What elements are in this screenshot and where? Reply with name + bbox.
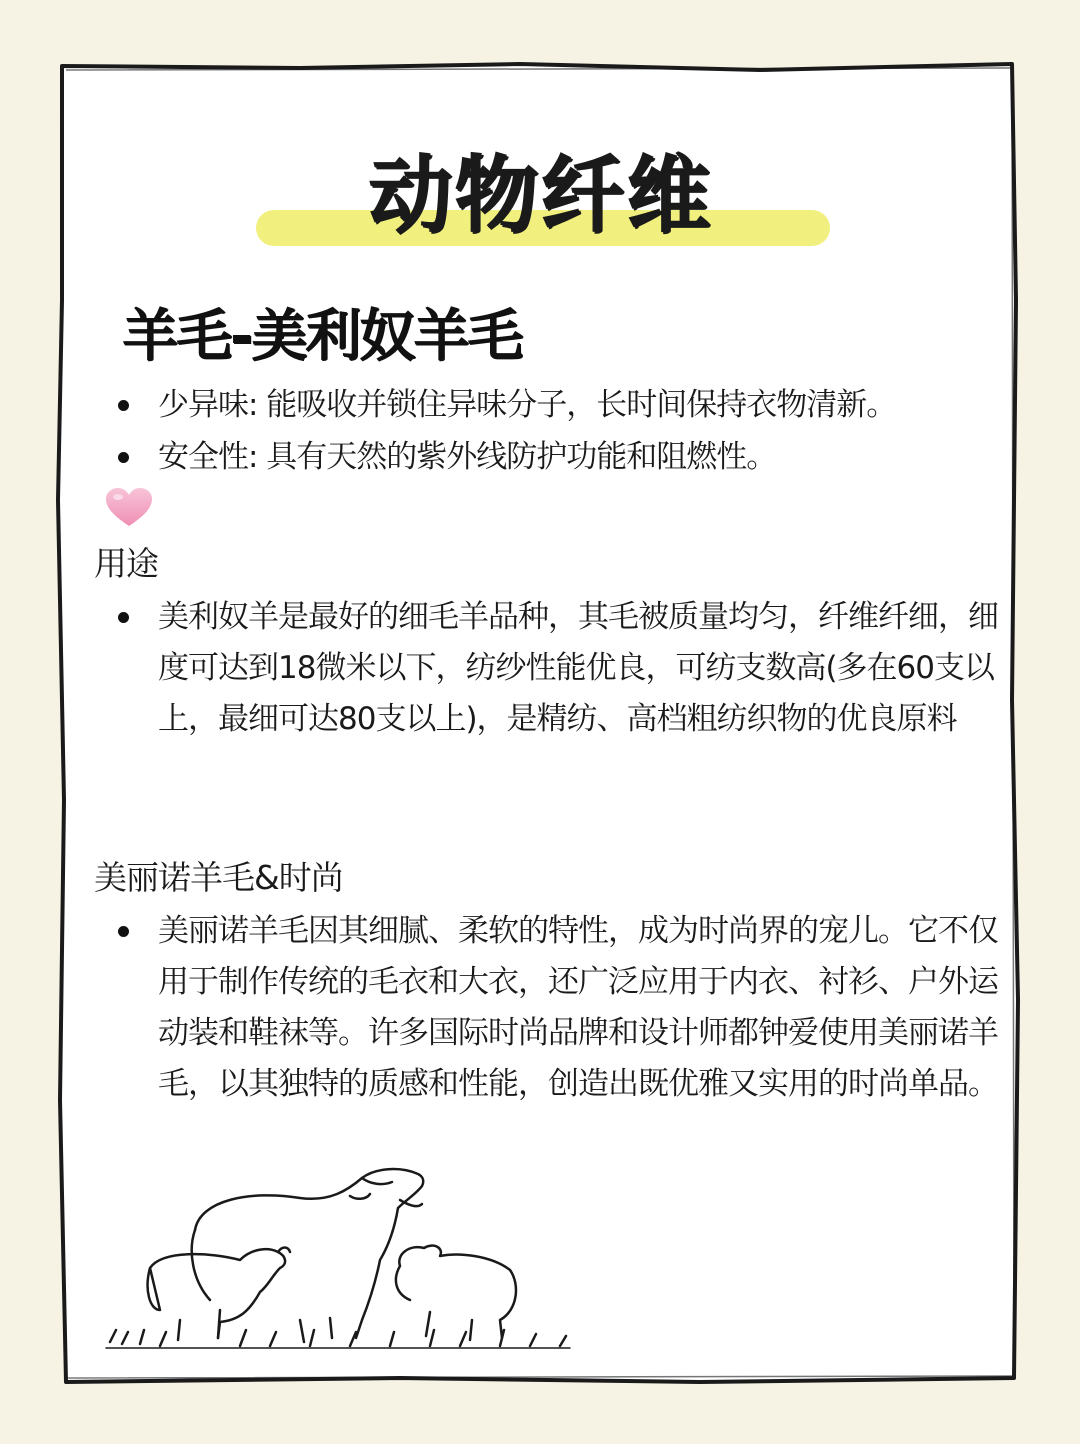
heart-icon xyxy=(104,486,154,530)
sheep-illustration xyxy=(100,1160,580,1360)
list-item: 美丽诺羊毛因其细腻、柔软的特性，成为时尚界的宠儿。它不仅用于制作传统的毛衣和大衣，还广泛应用于内衣、衬衫、户外运动装和鞋袜等。许多国际时尚品牌和设计师都钟爱使用美丽诺羊毛，以其独特的质感和性能，创造出既优雅又实用的时尚单品。 xyxy=(118,906,1003,1110)
list-item: 美利奴羊是最好的细毛羊品种，其毛被质量均匀，纤维纤细，细度可达到18微米以下，纺纱性能优良，可纺支数高(多在60支以上，最细可达80支以上)，是精纺、高档粗纺织物的优良原料 xyxy=(118,592,1003,745)
usage-heading: 用途 xyxy=(94,544,158,583)
usage-list xyxy=(118,592,1003,745)
section-title: 羊毛-美利奴羊毛 xyxy=(122,304,522,369)
title-block xyxy=(0,128,1080,249)
features-list xyxy=(118,380,998,484)
list-item: 少异味: 能吸收并锁住异味分子，长时间保持衣物清新。 xyxy=(118,380,998,431)
fashion-heading: 美丽诺羊毛&时尚 xyxy=(94,858,343,897)
list-item: 安全性: 具有天然的紫外线防护功能和阻燃性。 xyxy=(118,432,998,483)
page-title: 动物纤维 xyxy=(367,146,712,244)
fashion-list xyxy=(118,906,1003,1110)
